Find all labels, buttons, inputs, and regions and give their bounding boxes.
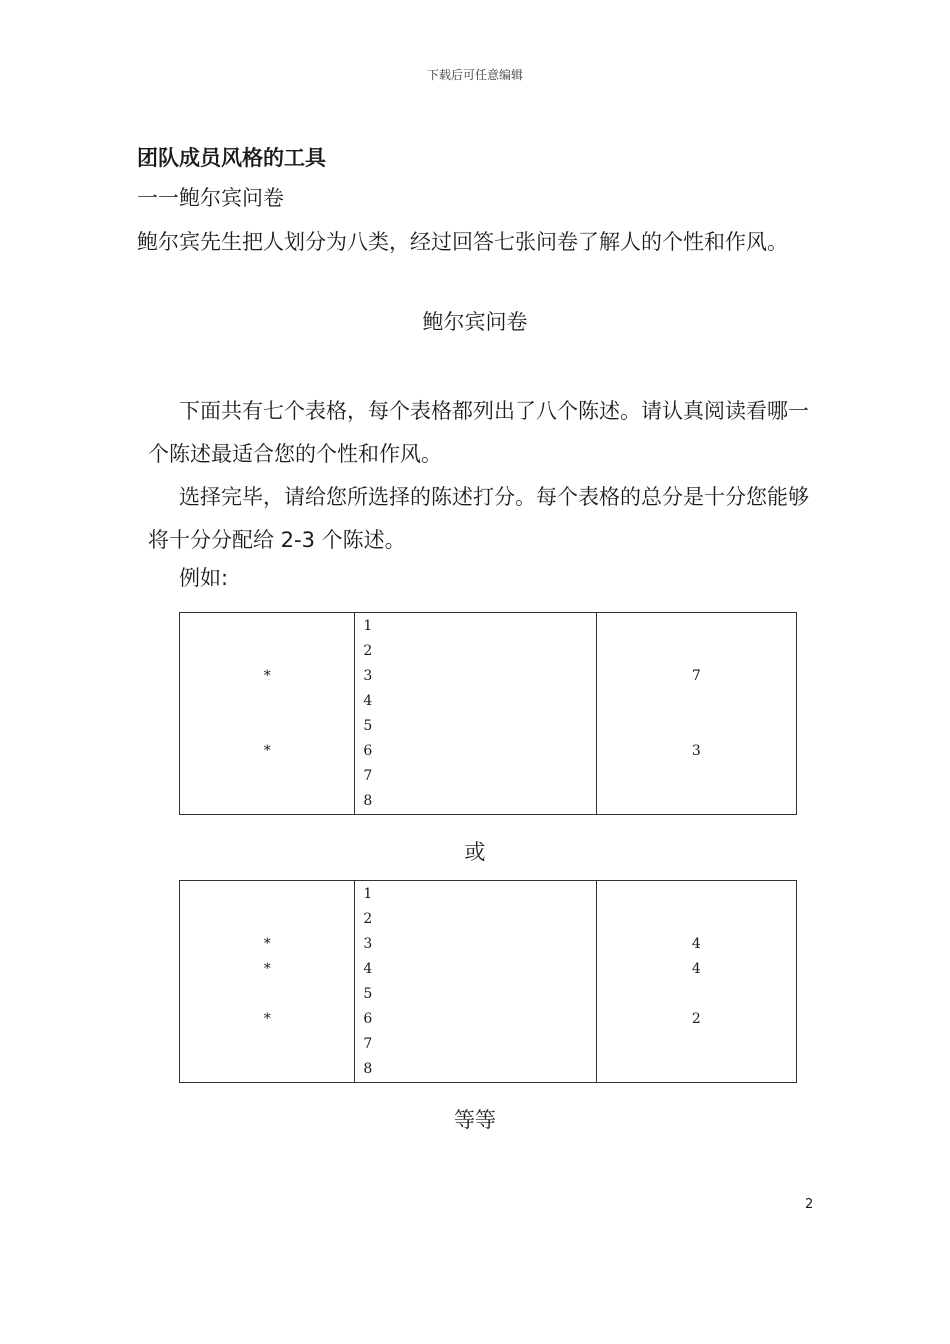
statement-number: 5 [363,986,373,1002]
statement-number-column [355,613,596,815]
selection-mark [180,764,354,789]
selection-mark [180,689,354,714]
selection-mark [180,1057,354,1082]
selection-mark: * [263,936,271,952]
score-value [597,639,796,664]
statement-number: 2 [363,911,373,927]
score-value [597,789,796,814]
score-value: 2 [691,1011,701,1027]
score-value [597,689,796,714]
selection-mark: * [263,743,271,759]
instruction-paragraph-2: 选择完毕，请给您所选择的陈述打分。每个表格的总分是十分您能够将十分分配给 2-3 个陈述。 [148,485,809,552]
page-number: 2 [805,1197,814,1212]
selection-mark: * [263,668,271,684]
score-value [597,907,796,932]
score-value [597,764,796,789]
score-value: 4 [691,936,701,952]
score-value [597,1032,796,1057]
score-value: 4 [691,961,701,977]
statement-number: 7 [363,1036,373,1052]
selection-mark [180,639,354,664]
score-value [597,614,796,639]
statement-number: 3 [363,668,373,684]
selection-mark: * [263,961,271,977]
score-value: 3 [691,743,701,759]
statement-number: 3 [363,936,373,952]
statement-number-column [355,881,596,1083]
selection-mark-column [180,613,355,815]
questionnaire-title: 鲍尔宾问卷 [422,310,528,334]
document-title: 团队成员风格的工具 [137,146,326,170]
statement-number: 4 [363,693,373,709]
selection-mark [180,1032,354,1057]
statement-number: 1 [363,886,373,902]
score-value [597,882,796,907]
statement-number: 5 [363,718,373,734]
statement-number: 7 [363,768,373,784]
selection-mark [180,714,354,739]
example-table-2 [179,880,797,1083]
selection-mark-column [180,881,355,1083]
statement-number: 6 [363,1011,373,1027]
example-label: 例如: [179,566,229,590]
intro-paragraph: 鲍尔宾先生把人划分为八类，经过回答七张问卷了解人的个性和作风。 [137,230,788,254]
example-table-1 [179,612,797,815]
selection-mark [180,614,354,639]
page-header: 下载后可任意编辑 [426,68,523,82]
score-value [597,982,796,1007]
selection-mark [180,982,354,1007]
selection-mark [180,882,354,907]
score-value [597,714,796,739]
document-subtitle: 一一鲍尔宾问卷 [137,186,284,210]
selection-mark: * [263,1011,271,1027]
statement-number: 4 [363,961,373,977]
instruction-paragraph-1: 下面共有七个表格，每个表格都列出了八个陈述。请认真阅读看哪一个陈述最适合您的个性和作风。 [148,399,809,466]
selection-mark [180,789,354,814]
score-value [597,1057,796,1082]
score-column [596,613,796,815]
score-value: 7 [691,668,701,684]
statement-number: 1 [363,618,373,634]
score-column [596,881,796,1083]
statement-number: 2 [363,643,373,659]
etc-label: 等等 [454,1108,496,1132]
statement-number: 8 [363,793,373,809]
statement-number: 8 [363,1061,373,1077]
or-label: 或 [464,840,486,864]
statement-number: 6 [363,743,373,759]
selection-mark [180,907,354,932]
